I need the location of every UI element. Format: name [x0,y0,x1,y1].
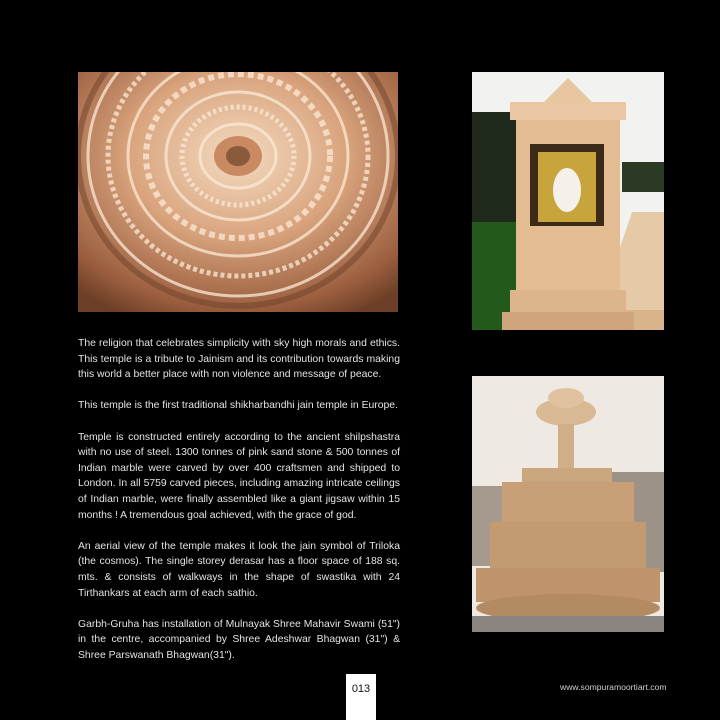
shrine-photo [472,72,664,330]
paragraph-first-temple: This temple is the first traditional shikharbandhi jain temple in Europe. [78,400,398,412]
temple-model-photo [472,376,664,632]
carved-ceiling-photo [78,72,398,312]
paragraph-garbh-gruha: Garbh-Gruha has installation of Mulnayak Shree Mahavir Swami (51") in the centre, accompanied by Shree Adeshwar Bhagwan (31") & Shree Parswanath Bhagwan(31"). [78,618,400,661]
paragraph-aerial-view: An aerial view of the temple makes it look the jain symbol of Triloka (the cosmos). The single storey derasar has a floor space of 188 sq. mts. & consists of walkways in the shape of swastika with 24 Tirthankars at each arm of each sathio. [78,540,400,599]
page-number: 013 [346,674,376,720]
article-text [78,336,400,679]
paragraph-intro: The religion that celebrates simplicity with sky high morals and ethics. This temple is a tribute to Jainism and its contribution towards making this world a better place with non violence and message of peace. [78,338,400,381]
paragraph-construction: Temple is constructed entirely according to the ancient shilpshastra with no use of steel. 1300 tonnes of pink sand stone & 500 tonnes of Indian marble were carved by over 400 craftsmen and shipped to London. In all 5759 carved pieces, including amazing intricate ceilings of Indian marble, were finally assembled like a giant jigsaw within 15 months ! A tremendous goal achieved, with the grace of god. [78,431,400,521]
website-link[interactable]: www.sompuramoortiart.com [560,682,667,692]
